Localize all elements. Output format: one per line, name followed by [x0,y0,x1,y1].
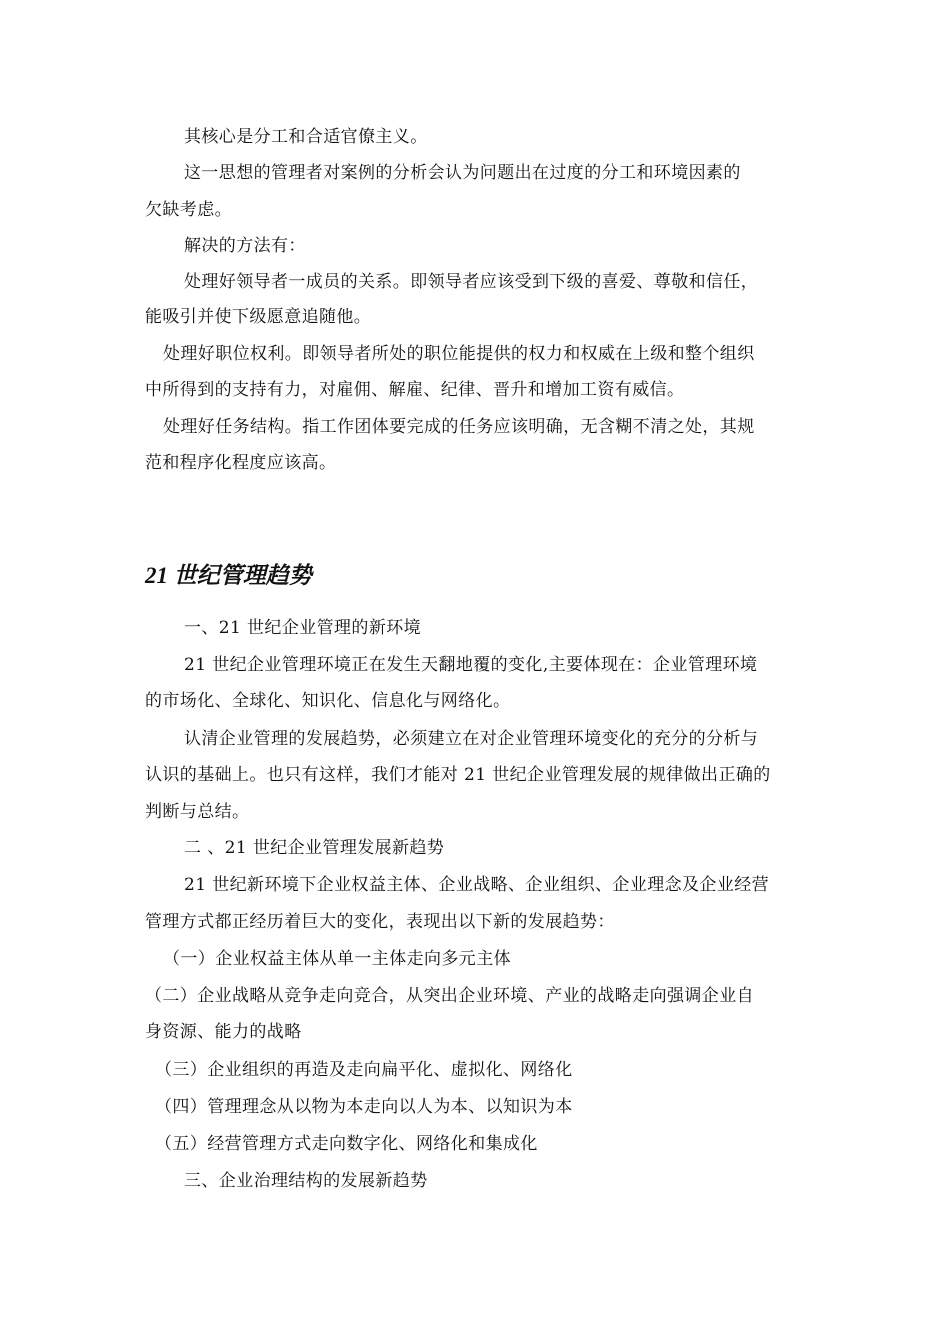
list-item: （一）企业权益主体从单一主体走向多元主体 [163,949,511,969]
paragraph-line: 范和程序化程度应该高。 [145,453,337,473]
paragraph-line: 处理好领导者一成员的关系。即领导者应该受到下级的喜爱、尊敬和信任， [184,272,759,292]
paragraph-line: 认清企业管理的发展趋势，必须建立在对企业管理环境变化的充分的分析与 [184,729,759,749]
paragraph-line: 处理好任务结构。指工作团体要完成的任务应该明确，无含糊不清之处，其规 [163,417,755,437]
paragraph-line: 处理好职位权利。即领导者所处的职位能提供的权力和权威在上级和整个组织 [163,344,755,364]
paragraph-line: 一、21 世纪企业管理的新环境 [184,618,422,638]
paragraph-line: 欠缺考虑。 [145,200,232,220]
list-item: （五）经营管理方式走向数字化、网络化和集成化 [155,1134,538,1154]
list-item: （四）管理理念从以物为本走向以人为本、以知识为本 [155,1097,573,1117]
paragraph-line: 管理方式都正经历着巨大的变化，表现出以下新的发展趋势： [145,912,615,932]
paragraph-line: 认识的基础上。也只有这样，我们才能对 21 世纪企业管理发展的规律做出正确的 [145,765,771,785]
list-item: （三）企业组织的再造及走向扁平化、虚拟化、网络化 [155,1060,573,1080]
section-heading: 21 世纪管理趋势 [145,563,312,588]
paragraph-line: 能吸引并使下级愿意追随他。 [145,307,372,327]
paragraph-line: 中所得到的支持有力，对雇佣、解雇、纪律、晋升和增加工资有威信。 [145,380,685,400]
paragraph-line: 这一思想的管理者对案例的分析会认为问题出在过度的分工和环境因素的 [184,163,741,183]
paragraph-line: 判断与总结。 [145,802,250,822]
paragraph-line: 其核心是分工和合适官僚主义。 [184,127,428,147]
paragraph-line: 21 世纪企业管理环境正在发生天翻地覆的变化,主要体现在：企业管理环境 [184,655,758,675]
paragraph-line: 三、企业治理结构的发展新趋势 [184,1171,428,1191]
list-item: （二）企业战略从竞争走向竞合，从突出企业环境、产业的战略走向强调企业自 [145,986,754,1006]
paragraph-line: 21 世纪新环境下企业权益主体、企业战略、企业组织、企业理念及企业经营 [184,875,770,895]
paragraph-line: 的市场化、全球化、知识化、信息化与网络化。 [145,691,511,711]
paragraph-line: 二 、21 世纪企业管理发展新趋势 [184,838,445,858]
list-item-continuation: 身资源、能力的战略 [145,1022,302,1042]
paragraph-line: 解决的方法有： [184,236,306,256]
